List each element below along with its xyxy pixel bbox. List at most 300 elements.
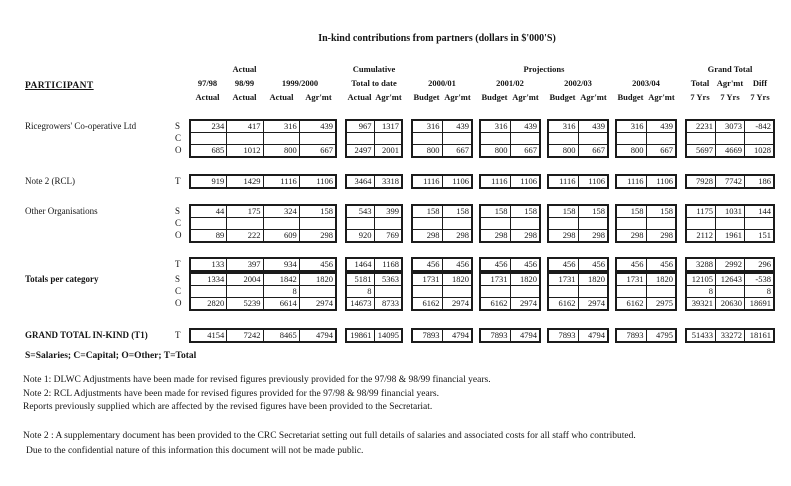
table-cell: 51433 — [691, 330, 713, 340]
table-cell: 158 — [494, 206, 508, 216]
data-box — [189, 204, 337, 243]
table-cell: 298 — [442, 230, 472, 241]
table-cell: 1731 — [558, 274, 576, 284]
col-header-year: 97/98 — [197, 78, 218, 88]
table-cell — [715, 286, 744, 297]
table-cell: 967 — [358, 121, 372, 131]
footnote-2: Note 2: RCL Adjustments have been made for revised figures provided for the 97/98 & 98/99 financial years. — [23, 388, 439, 399]
table-row — [481, 144, 539, 156]
table-cell: 2820 — [207, 298, 225, 308]
table-row — [549, 217, 607, 229]
table-cell: 20630 — [715, 298, 744, 309]
table-cell: 324 — [263, 206, 299, 217]
table-cell: 14095 — [374, 330, 402, 341]
table-row — [191, 274, 335, 285]
table-cell: 7742 — [715, 176, 744, 187]
table-cell: 1820 — [510, 274, 540, 285]
page-title: In-kind contributions from partners (dollars in $'000'S) — [318, 33, 556, 44]
table-cell: 158 — [646, 206, 676, 217]
table-row — [549, 176, 607, 187]
table-cell — [481, 133, 510, 144]
table-cell: 2992 — [715, 259, 744, 270]
table-cell — [263, 133, 299, 144]
row-letter: T — [175, 330, 181, 340]
table-cell: 158 — [630, 206, 644, 216]
table-cell: 1116 — [263, 176, 299, 187]
col-header-sub: Budget — [549, 92, 576, 102]
table-cell: 2974 — [299, 298, 335, 309]
table-cell: 3464 — [354, 176, 372, 186]
col-header-sub: Budget — [481, 92, 508, 102]
table-row — [191, 330, 335, 341]
table-row — [413, 121, 471, 132]
table-cell — [226, 218, 262, 229]
table-row — [191, 259, 335, 270]
col-header-sub: Agr'mt — [375, 92, 402, 102]
table-row — [617, 229, 675, 241]
table-row — [549, 132, 607, 144]
table-cell: 1731 — [626, 274, 644, 284]
table-row — [687, 285, 773, 297]
table-cell: 919 — [211, 176, 225, 186]
table-cell: 2001 — [374, 145, 402, 156]
table-row — [481, 229, 539, 241]
table-cell: 3318 — [374, 176, 402, 187]
supplementary-note-line-2: Due to the confidential nature of this information this document will not be made public. — [26, 445, 364, 456]
table-row — [549, 259, 607, 270]
data-box — [345, 204, 403, 243]
table-cell: 4669 — [715, 145, 744, 156]
data-box — [547, 272, 609, 311]
table-cell: 800 — [630, 145, 644, 155]
row-group-label: GRAND TOTAL IN-KIND (T1) — [25, 330, 148, 340]
table-cell: 158 — [510, 206, 540, 217]
data-box — [685, 328, 775, 343]
data-box — [615, 119, 677, 158]
table-row — [347, 274, 401, 285]
table-row — [617, 121, 675, 132]
table-cell — [413, 218, 442, 229]
data-box — [411, 328, 473, 343]
table-cell: 3073 — [715, 121, 744, 132]
table-cell: 2112 — [696, 230, 713, 240]
table-cell: 12643 — [715, 274, 744, 285]
table-cell — [347, 133, 374, 144]
row-letter: C — [175, 286, 182, 296]
table-cell: 1429 — [226, 176, 262, 187]
table-cell: 1106 — [510, 176, 540, 187]
col-header-year: Total — [690, 78, 710, 88]
table-cell: 1168 — [374, 259, 402, 270]
table-cell: 8465 — [263, 330, 299, 341]
table-cell: 175 — [226, 206, 262, 217]
table-row — [191, 217, 335, 229]
table-row — [413, 132, 471, 144]
table-cell: 456 — [299, 259, 335, 270]
table-cell — [687, 218, 715, 229]
col-header-sub: Agr'mt — [444, 92, 471, 102]
row-letter: O — [175, 230, 182, 240]
row-letter: S — [175, 274, 181, 284]
table-cell — [578, 286, 608, 297]
table-cell — [744, 218, 773, 229]
row-group-label: Note 2 (RCL) — [25, 176, 75, 186]
table-cell: 316 — [263, 121, 299, 132]
table-cell: 456 — [510, 259, 540, 270]
table-cell: 1116 — [423, 176, 440, 186]
table-cell — [374, 133, 402, 144]
data-box — [479, 328, 541, 343]
table-cell: 1028 — [744, 145, 773, 156]
footnote-1: Note 1: DLWC Adjustments have been made for revised figures previously provided for the 97/98 & 98/99 financial years. — [23, 375, 491, 385]
table-cell: 934 — [263, 259, 299, 270]
table-row — [191, 144, 335, 156]
row-group-label: Other Organisations — [25, 206, 98, 216]
table-cell: 397 — [226, 259, 262, 270]
table-row — [347, 259, 401, 270]
table-cell: 1031 — [715, 206, 744, 217]
table-cell: 18161 — [744, 330, 773, 341]
table-row — [549, 330, 607, 341]
table-cell: 158 — [299, 206, 335, 217]
table-cell — [191, 286, 226, 297]
table-row — [687, 144, 773, 156]
col-header-year: 98/99 — [234, 78, 255, 88]
table-row — [617, 285, 675, 297]
col-header-sub: Actual — [269, 92, 294, 102]
data-box — [189, 257, 337, 272]
table-cell: 2974 — [578, 298, 608, 309]
table-cell: 1820 — [646, 274, 676, 285]
table-cell: 1464 — [354, 259, 372, 269]
table-cell: 14673 — [350, 298, 372, 308]
col-header-sub: Budget — [617, 92, 644, 102]
data-box — [345, 328, 403, 343]
table-row — [191, 121, 335, 132]
table-cell: 7893 — [626, 330, 644, 340]
table-cell: 2231 — [696, 121, 713, 131]
col-header-year: 2002/03 — [564, 78, 592, 88]
table-cell — [442, 286, 472, 297]
table-row — [481, 121, 539, 132]
data-box — [345, 257, 403, 272]
data-box — [615, 328, 677, 343]
row-group-label: Totals per category — [25, 274, 99, 284]
group-header: Projections — [523, 64, 565, 74]
table-row — [347, 217, 401, 229]
table-cell: 5363 — [374, 274, 402, 285]
table-row — [347, 330, 401, 341]
table-cell — [617, 286, 646, 297]
data-box — [189, 328, 337, 343]
table-row — [413, 176, 471, 187]
col-header-sub: Actual — [195, 92, 220, 102]
table-cell — [549, 218, 578, 229]
table-row — [347, 132, 401, 144]
col-header-sub: Actual — [347, 92, 372, 102]
data-box — [615, 257, 677, 272]
table-cell: 6162 — [626, 298, 644, 308]
table-row — [687, 274, 773, 285]
table-row — [549, 274, 607, 285]
table-cell — [549, 286, 578, 297]
table-cell: 4794 — [578, 330, 608, 341]
data-box — [615, 174, 677, 189]
table-cell: 8733 — [374, 298, 402, 309]
table-cell — [617, 218, 646, 229]
table-row — [687, 176, 773, 187]
table-row — [549, 206, 607, 217]
table-cell — [646, 286, 676, 297]
col-header-sub: Agr'mt — [305, 92, 332, 102]
table-cell — [442, 133, 472, 144]
footnote-3: Reports previously supplied which are affected by the revised figures have been provided to the Secretariat. — [23, 402, 433, 412]
table-cell: 158 — [562, 206, 576, 216]
col-header-sub: Agr'mt — [648, 92, 675, 102]
table-cell: 186 — [744, 176, 773, 187]
table-row — [413, 206, 471, 217]
data-box — [547, 119, 609, 158]
table-cell — [578, 218, 608, 229]
col-header-sub: Agr'mt — [580, 92, 607, 102]
table-cell: 8 — [708, 286, 713, 296]
table-row — [347, 176, 401, 187]
table-cell: 158 — [426, 206, 440, 216]
table-cell: 6162 — [558, 298, 576, 308]
table-cell — [510, 218, 540, 229]
table-cell — [646, 133, 676, 144]
table-cell: 456 — [426, 259, 440, 269]
table-cell: 19861 — [350, 330, 372, 340]
table-row — [413, 217, 471, 229]
table-cell: 667 — [646, 145, 676, 156]
row-letter: O — [175, 145, 182, 155]
table-cell: 316 — [630, 121, 644, 131]
table-cell: 18691 — [744, 298, 773, 309]
table-cell — [413, 133, 442, 144]
table-row — [617, 259, 675, 270]
table-cell: -842 — [744, 121, 773, 132]
table-cell: 456 — [646, 259, 676, 270]
col-header-sub: Agr'mt — [512, 92, 539, 102]
table-cell — [347, 218, 374, 229]
table-row — [347, 144, 401, 156]
table-cell: 8 — [744, 286, 773, 297]
col-header-year: 2001/02 — [496, 78, 524, 88]
table-row — [687, 217, 773, 229]
data-box — [189, 174, 337, 189]
table-row — [481, 285, 539, 297]
table-row — [191, 176, 335, 187]
table-cell: 6614 — [263, 298, 299, 309]
table-row — [687, 297, 773, 309]
table-cell: 298 — [426, 230, 440, 240]
table-row — [549, 297, 607, 309]
table-cell: 133 — [211, 259, 225, 269]
table-row — [413, 144, 471, 156]
table-cell: 1820 — [299, 274, 335, 285]
table-row — [191, 206, 335, 217]
data-box — [411, 272, 473, 311]
table-row — [481, 176, 539, 187]
table-cell: 667 — [578, 145, 608, 156]
table-row — [687, 121, 773, 132]
col-header-year: Diff — [752, 78, 768, 88]
row-letter: C — [175, 218, 182, 228]
table-cell — [744, 133, 773, 144]
table-cell: 316 — [426, 121, 440, 131]
table-cell: 456 — [442, 259, 472, 270]
table-row — [481, 259, 539, 270]
table-cell: 399 — [374, 206, 402, 217]
table-cell: 920 — [358, 230, 372, 240]
data-box — [547, 257, 609, 272]
table-cell: 6162 — [490, 298, 508, 308]
table-cell: 33272 — [715, 330, 744, 341]
table-row — [687, 259, 773, 270]
data-box — [479, 272, 541, 311]
table-cell: 2004 — [226, 274, 262, 285]
row-letter: S — [175, 121, 181, 131]
table-cell — [226, 286, 262, 297]
table-row — [549, 285, 607, 297]
data-box — [189, 119, 337, 158]
table-cell — [715, 133, 744, 144]
col-header-sub: 7 Yrs — [690, 92, 710, 102]
table-row — [347, 285, 401, 297]
table-cell — [578, 133, 608, 144]
table-cell: 800 — [263, 145, 299, 156]
table-cell: 439 — [299, 121, 335, 132]
table-row — [481, 206, 539, 217]
table-cell: 439 — [646, 121, 676, 132]
data-box — [685, 204, 775, 243]
table-cell: 439 — [442, 121, 472, 132]
table-cell: 151 — [744, 230, 773, 241]
table-cell — [510, 286, 540, 297]
table-row — [617, 274, 675, 285]
table-cell — [687, 133, 715, 144]
table-cell — [299, 133, 335, 144]
table-cell: 800 — [426, 145, 440, 155]
row-letter: T — [175, 176, 181, 186]
table-cell: 298 — [494, 230, 508, 240]
table-cell: 2497 — [354, 145, 372, 155]
table-cell: 2974 — [442, 298, 472, 309]
table-cell — [263, 218, 299, 229]
table-cell: 298 — [299, 230, 335, 241]
table-row — [191, 229, 335, 241]
table-cell: 1106 — [578, 176, 608, 187]
row-letter: C — [175, 133, 182, 143]
row-letter: S — [175, 206, 181, 216]
table-cell: 417 — [226, 121, 262, 132]
table-row — [413, 274, 471, 285]
table-cell — [374, 218, 402, 229]
table-cell: -538 — [744, 274, 773, 285]
data-box — [345, 272, 403, 311]
table-cell — [191, 133, 226, 144]
table-row — [481, 330, 539, 341]
data-box — [411, 257, 473, 272]
table-row — [191, 132, 335, 144]
table-cell: 4794 — [299, 330, 335, 341]
row-type-legend: S=Salaries; C=Capital; O=Other; T=Total — [25, 351, 197, 361]
table-cell: 296 — [744, 259, 773, 270]
table-row — [687, 132, 773, 144]
table-cell: 144 — [744, 206, 773, 217]
table-cell: 158 — [578, 206, 608, 217]
table-row — [549, 121, 607, 132]
table-cell — [442, 218, 472, 229]
data-box — [479, 119, 541, 158]
data-box — [685, 257, 775, 272]
table-cell — [299, 218, 335, 229]
col-header-sub: Budget — [413, 92, 440, 102]
table-row — [617, 132, 675, 144]
table-cell: 1012 — [226, 145, 262, 156]
table-cell: 1334 — [207, 274, 225, 284]
footnotes-block — [23, 374, 491, 415]
row-group-label: Ricegrowers' Co-operative Ltd — [25, 121, 137, 131]
table-cell: 456 — [578, 259, 608, 270]
col-header-year: Total to date — [351, 78, 397, 88]
table-cell — [299, 286, 335, 297]
table-cell — [481, 218, 510, 229]
table-cell: 800 — [494, 145, 508, 155]
col-header-sub: Actual — [232, 92, 257, 102]
table-cell: 439 — [578, 121, 608, 132]
data-box — [547, 204, 609, 243]
table-cell: 439 — [510, 121, 540, 132]
data-box — [345, 174, 403, 189]
table-cell: 1731 — [490, 274, 508, 284]
col-header-sub: 7 Yrs — [750, 92, 770, 102]
table-cell: 543 — [358, 206, 372, 216]
table-row — [413, 229, 471, 241]
table-cell: 1842 — [263, 274, 299, 285]
table-cell: 298 — [562, 230, 576, 240]
table-cell: 5181 — [354, 274, 372, 284]
table-row — [687, 330, 773, 341]
table-cell: 1820 — [442, 274, 472, 285]
table-cell: 456 — [494, 259, 508, 269]
table-row — [687, 229, 773, 241]
participant-heading: PARTICIPANT — [25, 81, 94, 91]
table-cell: 222 — [226, 230, 262, 241]
table-row — [413, 297, 471, 309]
table-row — [617, 176, 675, 187]
table-row — [617, 217, 675, 229]
table-cell: 6162 — [422, 298, 440, 308]
supplementary-note-line-1: Note 2 : A supplementary document has been provided to the CRC Secretariat setting out full details of salaries and associated costs for all staff who contributed. — [23, 431, 636, 441]
col-header-year: 2000/01 — [428, 78, 456, 88]
table-cell: 769 — [374, 230, 402, 241]
table-cell: 7928 — [696, 176, 713, 186]
table-cell: 1317 — [374, 121, 402, 132]
data-box — [189, 272, 337, 311]
table-cell: 3288 — [696, 259, 713, 269]
table-cell: 4795 — [646, 330, 676, 341]
table-row — [481, 297, 539, 309]
table-row — [617, 206, 675, 217]
table-cell — [510, 133, 540, 144]
col-header-year: Agr'mt — [716, 78, 744, 88]
table-cell: 2974 — [510, 298, 540, 309]
row-letter: T — [175, 259, 181, 269]
table-cell: 7893 — [422, 330, 440, 340]
table-cell: 44 — [215, 206, 225, 216]
